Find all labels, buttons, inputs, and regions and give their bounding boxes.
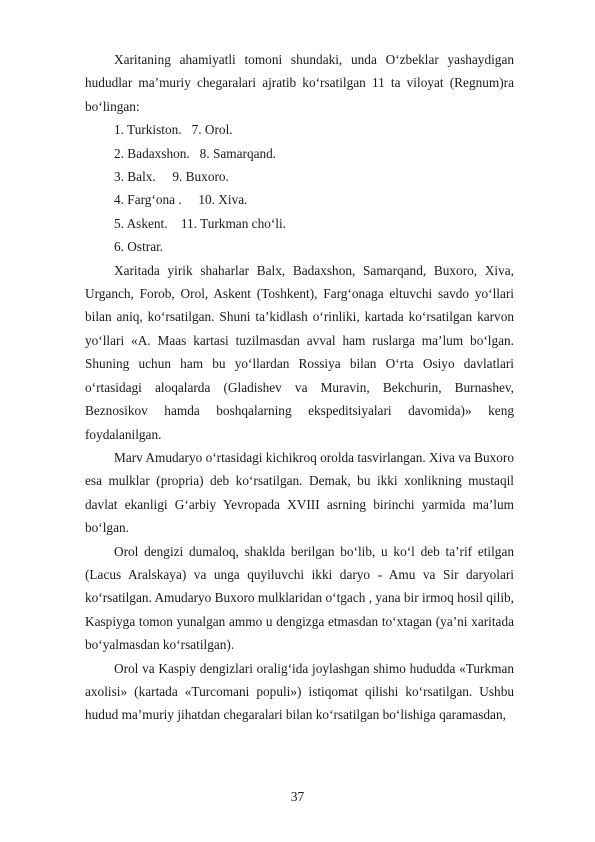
list-item: 4. Farg‘ona . 10. Xiva. [114, 192, 248, 208]
list-item: 2. Badaxshon. 8. Samarqand. [114, 145, 277, 161]
list-item: 5. Askent. 11. Turkman cho‘li. [114, 215, 287, 231]
list-item: 3. Balx. 9. Buxoro. [114, 169, 229, 185]
document-page [85, 48, 514, 727]
list-item: 6. Ostrar. [114, 239, 164, 255]
paragraph-marv: Marv Amudaryo o‘rtasidagi kichikroq orolda tasvirlangan. Xiva va Buxoro esa mulklar (propria) deb ko‘rsatilgan. Demak, bu ikki xonlikning mustaqil davlat ekanligi G‘arbiy Yevropada XVIII asrning birinchi yarmida ma’lum bo‘lgan. [85, 449, 514, 536]
page-number: 37 [290, 789, 305, 804]
regions-list [85, 118, 514, 258]
paragraph-aral-sea: Orol dengizi dumaloq, shaklda berilgan bo‘lib, u ko‘l deb ta’rif etilgan (Lacus Aralskaya) va unga quyiluvchi ikki daryo - Amu va Sir daryolari ko‘rsatilgan. Amudaryo Buxoro mulklaridan o‘tgach , yana bir irmoq hosil qilib, Kaspiyga tomon yunalgan ammo u dengizga etmasdan to‘xtagan (ya’ni xaritada bo‘yalmasdan ko‘rsatilgan). [85, 543, 514, 653]
paragraph-trade-routes: Xaritada yirik shaharlar Balx, Badaxshon, Samarqand, Buxoro, Xiva, Urganch, Forob, Orol, Askent (Toshkent), Farg‘onaga eltuvchi savdo yo‘llari bilan aniq, ko‘rsatilgan. Shuni ta’kidlash o‘rinliki, kartada ko‘rsatilgan karvon yo‘llari «A. Maas kartasi tuzilmasdan avval ham ruslarga ma’lum bo‘lgan. Shuning uchun ham bu yo‘llardan Rossiya bilan O‘rta Osiyo davlatlari o‘rtasidagi aloqalarda (Gladishev va Muravin, Bekchurin, Burnashev, Beznosikov hamda boshqalarning ekspeditsiyalari davomida)» keng foydalanilgan. [85, 262, 514, 442]
intro-paragraph: Xaritaning ahamiyatli tomoni shundaki, unda O‘zbeklar yashaydigan hududlar ma’muriy chegaralari ajratib ko‘rsatilgan 11 ta viloyat (Regnum)ra bo‘lingan: [85, 52, 514, 114]
list-item: 1. Turkiston. 7. Orol. [114, 122, 233, 138]
paragraph-turkmen: Orol va Kaspiy dengizlari oralig‘ida joylashgan shimo hududda «Turkman axolisi» (kartada «Turcomani populi») istiqomat qilishi ko‘rsatilgan. Ushbu hudud ma’muriy jihatdan chegaralari bilan ko‘rsatilgan bo‘lishiga qaramasdan, [85, 660, 514, 723]
